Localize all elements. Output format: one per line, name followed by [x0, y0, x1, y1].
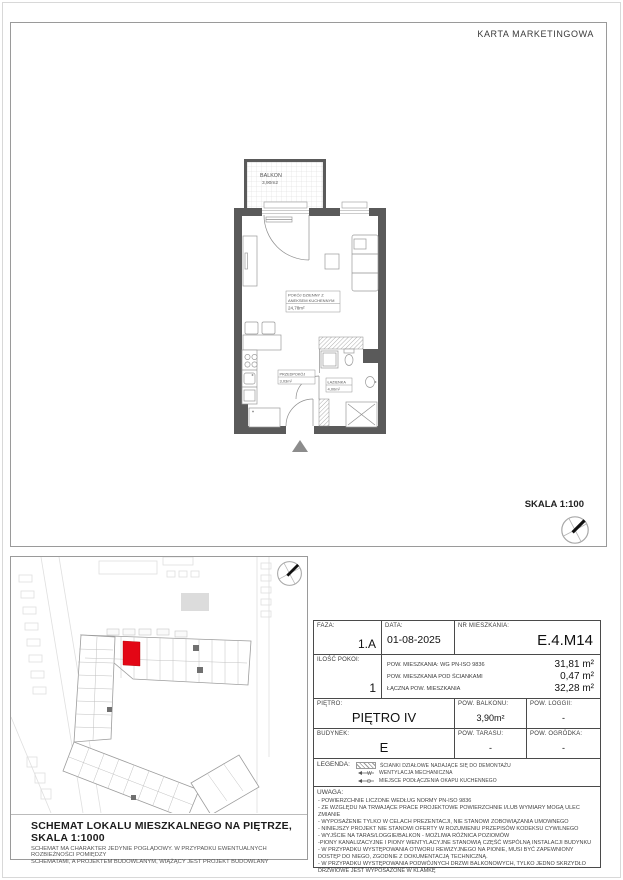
living-room-label-1: POKÓJ DZIENNY Z [288, 292, 324, 298]
table-row-legend [314, 759, 600, 787]
legend-item-text: MIEJSCE PODŁĄCZENIA OKAPU KUCHENNEGO [379, 777, 497, 784]
uwaga-line: - POWIERZCHNIE LICZONE WEDŁUG NORMY PN-ISO 9836 [318, 798, 472, 804]
ogrodek-cell [527, 729, 600, 758]
budynek-cell [314, 729, 455, 758]
building-balconies [107, 629, 187, 637]
budynek-label: BUDYNEK: [317, 731, 350, 737]
compass-icon [560, 515, 590, 545]
taras-label: POW. TARASU: [458, 731, 504, 737]
building-outline [63, 635, 259, 813]
nr-mieszkania-cell [455, 621, 600, 654]
rooms-label: ILOŚĆ POKOI: [317, 657, 360, 663]
site-plan-panel [10, 556, 308, 865]
balcony [244, 159, 326, 209]
hatched-partition-top [319, 337, 363, 349]
area-row [382, 671, 600, 682]
legend-item-text: ŚCIANKI DZIAŁOWE NADAJĄCE SIĘ DO DEMONTAŻU [380, 762, 511, 769]
site-caption-note-1: SCHEMAT MA CHARAKTER JEDYNIE POGLĄDOWY. W PRZYPADKU EWENTUALNYCH ROZBIEŻNOŚCI POMIĘDZY [31, 846, 267, 858]
area-label: ŁĄCZNA POW. MIESZKANIA [387, 685, 461, 692]
faza-value: 1.A [357, 637, 376, 651]
uwaga-line: - W PRZYPADKU WYSTĘPOWANIA OTWORU REWIZYJNEGO NA PIONIE, MUSI BYĆ ZAPEWNIONY DOSTĘP DO NIEGO, ZGODNIE Z DOKUMENTACJĄ TECHNICZNĄ. [318, 847, 574, 860]
balkon-value: 3,90m² [476, 713, 505, 723]
highlighted-unit-marker [123, 641, 140, 666]
uwaga-line: - WYJŚCIE NA TARAS/LOGGIE/BALKON - MOŻLIWA RÓŻNICA POZIOMÓW [318, 833, 510, 839]
taras-cell [455, 729, 527, 758]
svg-text:O: O [367, 778, 371, 784]
legend-label: LEGENDA: [317, 761, 350, 768]
ogrodek-value: - [562, 743, 565, 753]
loggia-value: - [562, 713, 565, 723]
legend-item [356, 777, 511, 785]
uwaga-line: - W PRZYPADKU WYSTĘPOWANIA PODWÓJNYCH DRZWI BALKONOWYCH, TYLKO JEDNO SKRZYDŁO DRZWIOWE JEST WYPOSAŻONE W KLAMKĘ [318, 861, 586, 874]
site-caption-title: SCHEMAT LOKALU MIESZKALNEGO NA PIĘTRZE, SKALA 1:1000 [31, 820, 292, 844]
living-room-area: 24,78m² [288, 305, 305, 311]
hatch-swatch-icon [356, 762, 376, 769]
rooms-value: 1 [369, 681, 376, 695]
site-caption-note-2: SCHEMATAMI, A PROJEKTEM BUDOWLANYM, WIĄŻĄCY JEST PROJEKT BUDOWLANY [31, 859, 269, 865]
uwaga-line: - WYPOSAŻENIE TYLKO W CELACH PREZENTACJI, NIE STANOWI ZOBOWIĄZANIA UMOWNEGO [318, 819, 569, 825]
area-value: 0,47 m² [560, 671, 594, 682]
table-row-uwaga [314, 787, 600, 874]
hall-label: PRZEDPOKÓJ [279, 372, 306, 377]
uwaga-cell [314, 787, 600, 874]
table-row-areas [314, 655, 600, 699]
area-value: 31,81 m² [554, 659, 594, 670]
loggia-cell [527, 699, 600, 728]
bath-area: 4,00m² [327, 386, 340, 392]
hood-arrow-icon [356, 778, 375, 784]
balcony-label: BALKON [260, 173, 282, 179]
nr-value: E.4.M14 [537, 632, 593, 649]
legend-item [356, 770, 511, 778]
data-label: DATA: [385, 623, 403, 629]
balkon-cell [455, 699, 527, 728]
floor-plan-drawing [216, 151, 406, 471]
bath-label: ŁAZIENKA [327, 380, 346, 385]
entrance-arrow [292, 440, 308, 452]
pietro-value: PIĘTRO IV [351, 710, 417, 725]
table-row-floor [314, 699, 600, 729]
legend-item-text: WENTYLACJA MECHANICZNA [379, 770, 453, 777]
areas-cell [382, 655, 600, 698]
area-label: POW. MIESZKANIA: WG PN-ISO 9836 [387, 661, 485, 668]
nr-label: NR MIESZKANIA: [458, 623, 510, 629]
taras-value: - [489, 743, 492, 753]
pietro-cell [314, 699, 455, 728]
uwaga-line: - NINIEJSZY PROJEKT NIE STANOWI OFERTY W ROZUMIENIU PRZEPISÓW KODEKSU CYWILNEGO [318, 826, 579, 832]
area-row [382, 659, 600, 670]
faza-label: FAZA: [317, 623, 335, 629]
svg-text:W: W [367, 771, 372, 777]
budynek-value: E [379, 740, 389, 755]
area-row [382, 683, 600, 694]
data-value: 01-08-2025 [387, 634, 441, 646]
balcony-area: 3,90m2 [262, 181, 278, 186]
balkon-label: POW. BALKONU: [458, 701, 509, 707]
furniture [242, 217, 378, 427]
unit-details-table [313, 620, 601, 874]
area-value: 32,28 m² [554, 683, 594, 694]
legend-cell [314, 759, 600, 786]
ogrodek-label: POW. OGRÓDKA: [530, 731, 583, 737]
table-row-ids [314, 621, 600, 655]
hall-area: 3,03m² [279, 378, 292, 384]
legend-item [356, 762, 511, 770]
plan-sheet-frame [10, 22, 607, 547]
site-plan-drawing [11, 557, 305, 813]
loggia-label: POW. LOGGII: [530, 701, 573, 707]
faza-cell [314, 621, 382, 654]
uwaga-line: -PIONY KANALIZACYJNE I PIONY WENTYLACYJNE STANOWIĄ CZĘŚĆ WSPÓLNĄ INSTALACJI BUDYNKU [318, 840, 592, 846]
site-caption [11, 814, 307, 865]
area-label: POW. MIESZKANIA POD ŚCIANKAMI [387, 673, 483, 680]
rooms-cell [314, 655, 382, 698]
uwaga-label: UWAGA: [317, 789, 344, 796]
site-compass-icon [276, 560, 303, 587]
pietro-label: PIĘTRO: [317, 701, 343, 707]
table-row-building [314, 729, 600, 759]
living-room-label-2: ANEKSEM KUCHENNYM [288, 298, 335, 303]
sheet-title: KARTA MARKETINGOWA [477, 29, 594, 39]
vent-arrow-icon [356, 770, 375, 776]
hatched-partition-left [319, 399, 329, 426]
uwaga-line: - ZE WZGLĘDU NA TRWAJĄCE PRACE PROJEKTOWE POWIERZCHNIE I/LUB WYMIARY MOGĄ ULEC ZMIANIE [318, 805, 580, 818]
scale-label: SKALA 1:100 [524, 499, 584, 510]
data-cell [382, 621, 455, 654]
context-block [181, 593, 209, 611]
